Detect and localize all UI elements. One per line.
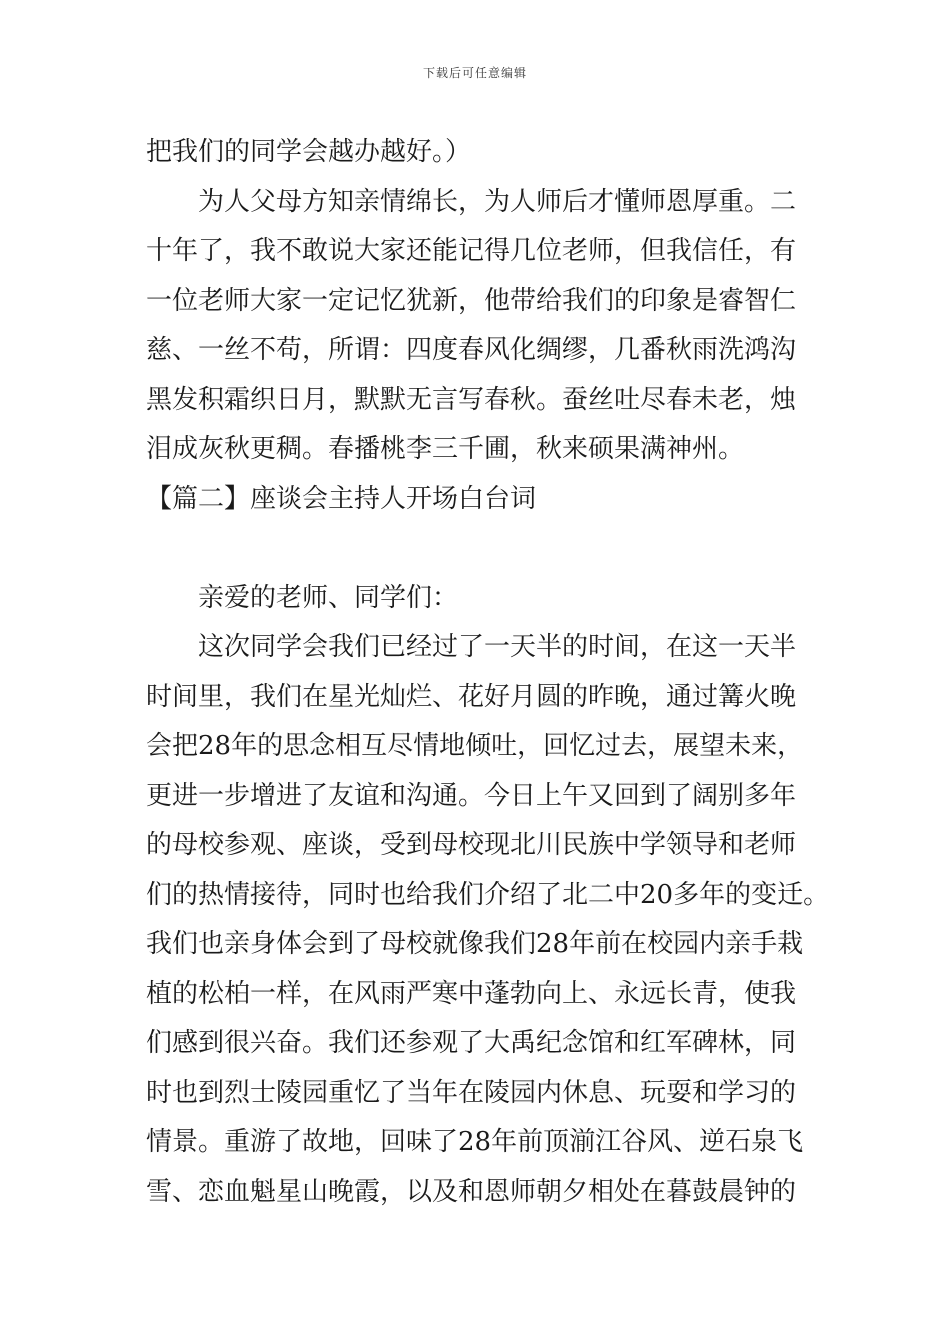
salutation-line: 亲爱的老师、同学们：: [198, 582, 459, 613]
text-line: 一位老师大家一定记忆犹新，他带给我们的印象是睿智仁: [146, 285, 797, 316]
text-line: 时也到烈士陵园重忆了当年在陵园内休息、玩耍和学习的: [146, 1077, 797, 1108]
section-heading: 【篇二】座谈会主持人开场白台词: [146, 483, 537, 514]
text-line: 们的热情接待，同时也给我们介绍了北二中20多年的变迁。: [146, 879, 830, 910]
text-line: 我们也亲身体会到了母校就像我们28年前在校园内亲手栽: [146, 929, 804, 959]
text-line: 情景。重游了故地，回味了28年前顶湔江谷风、逆石泉飞: [146, 1127, 804, 1157]
blank-line: [146, 524, 826, 574]
document-body: [146, 128, 830, 1217]
text-line: 们感到很兴奋。我们还参观了大禹纪念馆和红军碑林，同: [146, 1028, 797, 1058]
text-line: 十年了，我不敢说大家还能记得几位老师，但我信任，有: [146, 236, 797, 266]
paragraph-first-line: 这次同学会我们已经过了一天半的时间，在这一天半: [198, 632, 797, 662]
paragraph-first-line: 为人父母方知亲情绵长，为人师后才懂师恩厚重。二: [198, 186, 797, 217]
text-line: 把我们的同学会越办越好。）: [146, 137, 472, 167]
page-header-note: 下载后可任意编辑: [422, 66, 527, 80]
text-line: 黑发积霜织日月，默默无言写春秋。蚕丝吐尽春未老，烛: [146, 384, 797, 415]
text-line: 的母校参观、座谈，受到母校现北川民族中学领导和老师: [146, 830, 797, 860]
text-line: 会把28年的思念相互尽情地倾吐，回忆过去，展望未来，: [146, 731, 804, 761]
text-line: 植的松柏一样，在风雨严寒中蓬勃向上、永远长青，使我: [146, 978, 797, 1009]
text-line: 更进一步增进了友谊和沟通。今日上午又回到了阔别多年: [146, 780, 797, 811]
text-line: 雪、恋血魁星山晚霞，以及和恩师朝夕相处在暮鼓晨钟的: [146, 1176, 797, 1207]
text-line: 泪成灰秋更稠。春播桃李三千圃，秋来硕果满神州。: [146, 434, 745, 464]
text-line: 时间里，我们在星光灿烂、花好月圆的昨晚，通过篝火晚: [146, 681, 797, 712]
text-line: 慈、一丝不苟，所谓：四度春风化绸缪，几番秋雨洗鸿沟: [146, 335, 797, 365]
